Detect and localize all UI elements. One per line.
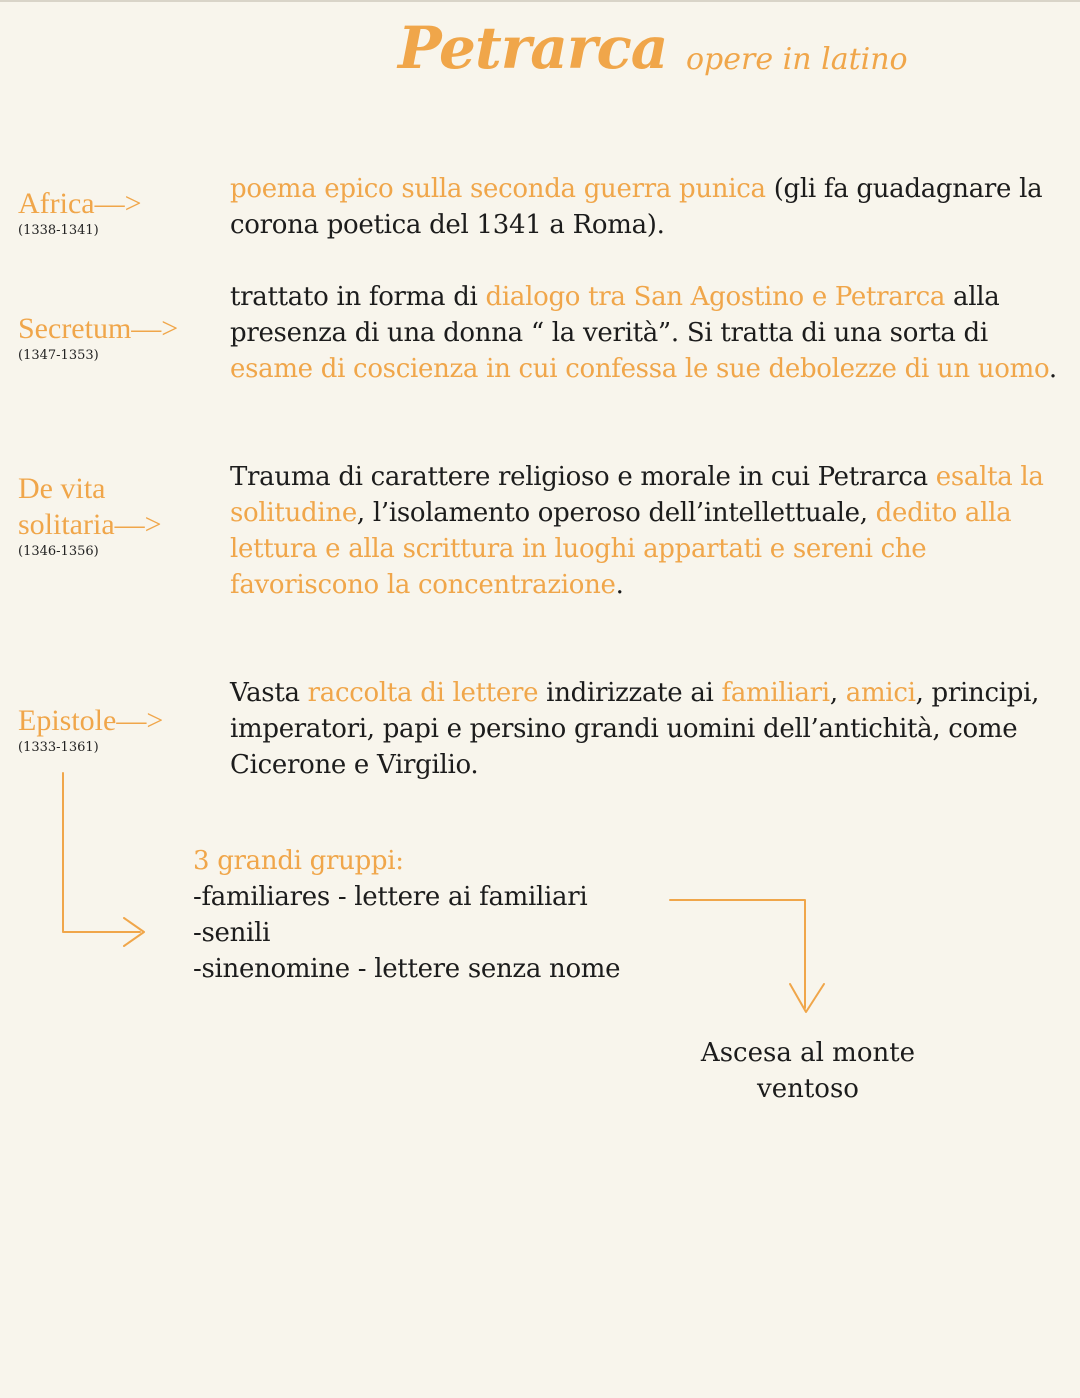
description-text: , principi, imperatori, papi e persino grandi uomini dell’antichità, come Cicerone e Virgilio. — [230, 678, 1040, 780]
groups-heading: 3 grandi gruppi: — [193, 846, 404, 876]
work-title-epistole: Epistole—> — [18, 704, 164, 737]
highlighted-text: esalta la solitudine — [230, 462, 1044, 528]
familiares-connector-icon — [670, 900, 805, 1008]
highlighted-text: raccolta di lettere — [307, 678, 539, 708]
description-text: . — [615, 570, 624, 600]
highlighted-text: esame di coscienza in cui confessa le sue debolezze di un uomo — [230, 354, 1049, 384]
highlighted-text: familiari — [721, 678, 830, 708]
description-text: Vasta — [230, 678, 308, 708]
group-item-sinenomine: -sinenomine - lettere senza nome — [193, 954, 621, 984]
description-text: (gli fa guadagnare la corona poetica del 1341 a Roma). — [230, 174, 1043, 240]
highlighted-text: dedito alla lettura e alla scrittura in luoghi appartati e sereni che favoriscono la concentrazione — [230, 498, 1012, 600]
group-item-familiares: -familiares - lettere ai familiari — [193, 882, 588, 912]
ascesa-monte-ventoso: Ascesa al monte ventoso — [700, 1038, 916, 1104]
work-dates-secretum: (1347-1353) — [18, 348, 99, 363]
page-title: Petrarca — [398, 14, 668, 82]
description-text: , l’isolamento operoso dell’intellettuale, — [356, 498, 876, 528]
familiares-arrowhead-icon — [790, 984, 824, 1012]
group-item-senili: -senili — [193, 918, 271, 948]
work-dates-epistole: (1333-1361) — [18, 740, 99, 755]
highlighted-text: poema epico sulla seconda guerra punica — [230, 174, 766, 204]
work-title-secretum: Secretum—> — [18, 312, 179, 345]
page-subtitle: opere in latino — [686, 42, 908, 77]
description-text: . — [1048, 354, 1057, 384]
description-text: Trauma di carattere religioso e morale in cui Petrarca — [230, 462, 936, 492]
work-title-de-vita-solitaria: De vita solitaria—> — [18, 472, 162, 541]
description-text: indirizzate ai — [538, 678, 722, 708]
highlighted-text: amici — [845, 678, 916, 708]
description-text: , — [829, 678, 846, 708]
epistole-down-arrow-icon — [63, 773, 140, 932]
highlighted-text: dialogo tra San Agostino e Petrarca — [485, 282, 946, 312]
work-dates-de-vita-solitaria: (1346-1356) — [18, 544, 99, 559]
work-dates-africa: (1338-1341) — [18, 223, 99, 238]
work-title-africa: Africa—> — [18, 187, 142, 220]
description-text: alla presenza di una donna “ la verità”. Si tratta di una sorta di — [230, 282, 1000, 348]
description-text: trattato in forma di — [230, 282, 486, 312]
